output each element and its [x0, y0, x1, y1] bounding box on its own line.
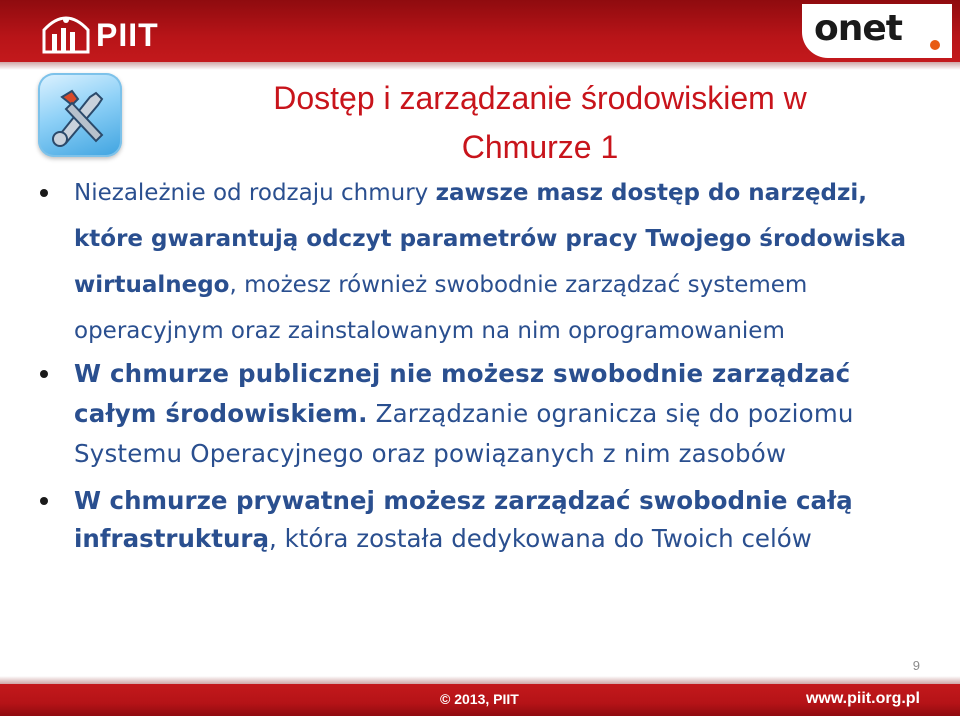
- bullet-dot: [40, 370, 48, 378]
- bullet-dot: [40, 497, 48, 505]
- onet-logo-text: onet: [814, 8, 902, 49]
- piit-logo-text: PIIT: [96, 17, 159, 53]
- bullet3-emphasis: W chmurze prywatnej możesz zarządzać swobodnie całą infrastrukturą: [74, 486, 853, 553]
- bullet-item: [34, 170, 934, 354]
- onet-logo: [802, 4, 952, 58]
- bullet-dot: [40, 189, 48, 197]
- bullet3-rest: , która została dedykowana do Twoich celów: [269, 524, 812, 553]
- piit-logo-icon: [40, 8, 92, 54]
- slide-title-line2: Chmurze 1: [461, 129, 619, 165]
- tools-icon: [38, 73, 122, 157]
- bullet2-rest: Zarządzanie ogranicza się do poziomu Systemu Operacyjnego oraz powiązanych z nim zasobów: [74, 399, 854, 468]
- bullet-item: [34, 482, 934, 558]
- copyright-text: © 2013, PIIT: [440, 691, 519, 707]
- slide-content: [34, 170, 934, 558]
- slide-title: [130, 74, 950, 172]
- website-link[interactable]: www.piit.org.pl: [805, 690, 920, 707]
- bullet-item: [34, 354, 934, 474]
- page-number: 9: [912, 658, 920, 673]
- bullet1-rest: , możesz również swobodnie zarządzać systemem operacyjnym oraz zainstalowanym na nim oprogramowaniem: [74, 272, 808, 344]
- onet-logo-icon: [930, 40, 940, 50]
- bullet2-emphasis: W chmurze publicznej nie możesz swobodnie zarządzać całym środowiskiem.: [74, 359, 851, 428]
- piit-logo: [40, 8, 170, 54]
- bullet1-emphasis: zawsze masz dostęp do narzędzi, które gwarantują odczyt parametrów pracy Twojego środowiska wirtualnego: [74, 180, 907, 298]
- header-band: [0, 0, 960, 62]
- slide-title-line1: Dostęp i zarządzanie środowiskiem w: [273, 80, 807, 116]
- footer-band: [0, 684, 960, 716]
- bullet1-intro: Niezależnie od rodzaju chmury: [74, 180, 436, 206]
